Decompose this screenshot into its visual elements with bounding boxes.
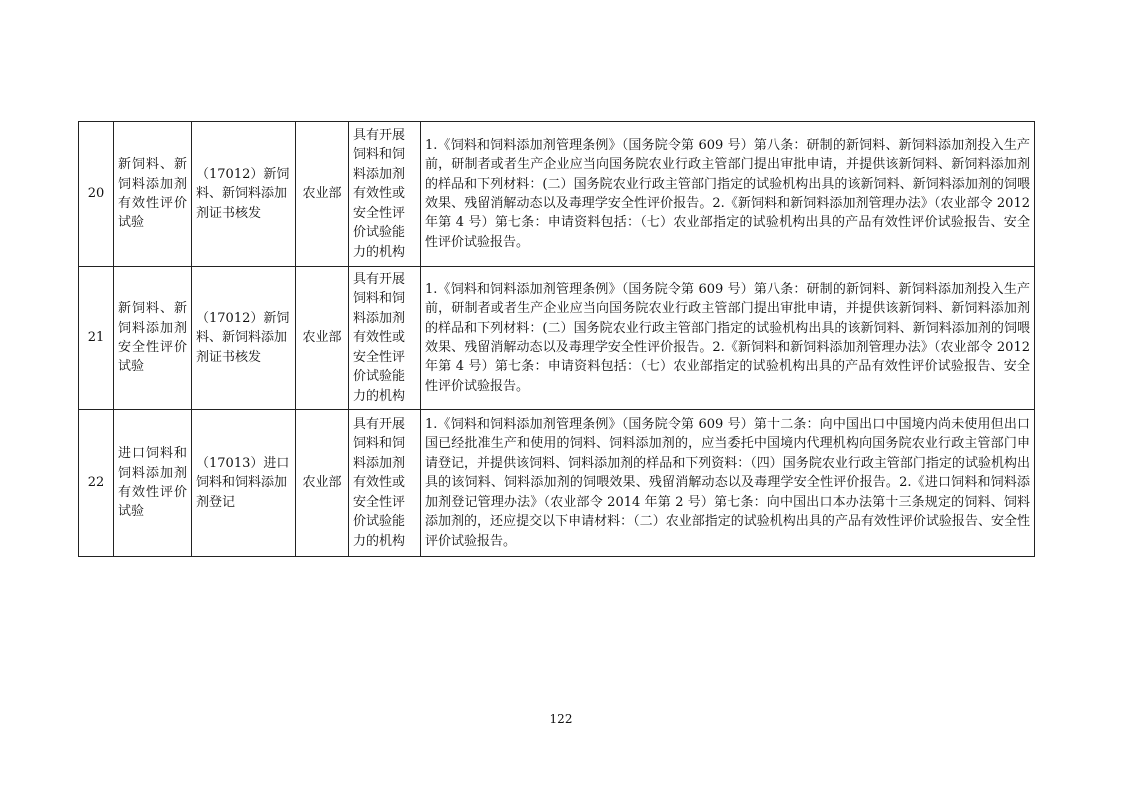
approval-item: （17012）新饲料、新饲料添加剂证书核发 — [192, 122, 296, 267]
table-row — [79, 122, 1035, 267]
row-number: 20 — [79, 122, 114, 267]
institution-condition: 具有开展饲料和饲料添加剂有效性或安全性评价试验能力的机构 — [349, 122, 421, 267]
institution-condition: 具有开展饲料和饲料添加剂有效性或安全性评价试验能力的机构 — [349, 267, 421, 410]
table-row — [79, 410, 1035, 557]
department: 农业部 — [296, 410, 349, 557]
department: 农业部 — [296, 267, 349, 410]
approval-item: （17013）进口饲料和饲料添加剂登记 — [192, 410, 296, 557]
test-item: 新饲料、新饲料添加剂有效性评价试验 — [114, 122, 192, 267]
test-item: 进口饲料和饲料添加剂有效性评价试验 — [114, 410, 192, 557]
legal-basis: 1.《饲料和饲料添加剂管理条例》（国务院令第 609 号）第八条：研制的新饲料、新饲料添加剂投入生产前，研制者或者生产企业应当向国务院农业行政主管部门提出审批申请，并提供该新饲料、新饲料添加剂的样品和下列材料：(二）国务院农业行政主管部门指定的试验机构出具的该新饲料、新饲料添加剂的饲喂效果、残留消解动态以及毒理学安全性评价报告。2.《新饲料和新饲料添加剂管理办法》（农业部令 2012 年第 4 号）第七条：申请资料包括：（七）农业部指定的试验机构出具的产品有效性评价试验报告、安全性评价试验报告。 — [421, 122, 1035, 267]
test-item: 新饲料、新饲料添加剂安全性评价试验 — [114, 267, 192, 410]
row-number: 21 — [79, 267, 114, 410]
institution-condition: 具有开展饲料和饲料添加剂有效性或安全性评价试验能力的机构 — [349, 410, 421, 557]
row-number: 22 — [79, 410, 114, 557]
legal-basis: 1.《饲料和饲料添加剂管理条例》（国务院令第 609 号）第十二条：向中国出口中国境内尚未使用但出口国已经批准生产和使用的饲料、饲料添加剂的，应当委托中国境内代理机构向国务院农业行政主管部门申请登记，并提供该饲料、饲料添加剂的样品和下列资料：（四）国务院农业行政主管部门指定的试验机构出具的该饲料、饲料添加剂的饲喂效果、残留消解动态以及毒理学安全性评价报告。2.《进口饲料和饲料添加剂登记管理办法》（农业部令 2014 年第 2 号）第七条：向中国出口本办法第十三条规定的饲料、饲料添加剂的，还应提交以下申请材料：（二）农业部指定的试验机构出具的产品有效性评价试验报告、安全性评价试验报告。 — [421, 410, 1035, 557]
table-row — [79, 267, 1035, 410]
legal-basis: 1.《饲料和饲料添加剂管理条例》（国务院令第 609 号）第八条：研制的新饲料、新饲料添加剂投入生产前，研制者或者生产企业应当向国务院农业行政主管部门提出审批申请，并提供该新饲料、新饲料添加剂的样品和下列材料：(二）国务院农业行政主管部门指定的试验机构出具的该新饲料、新饲料添加剂的饲喂效果、残留消解动态以及毒理学安全性评价报告。2.《新饲料和新饲料添加剂管理办法》（农业部令 2012 年第 4 号）第七条：申请资料包括：（七）农业部指定的试验机构出具的产品有效性评价试验报告、安全性评价试验报告。 — [421, 267, 1035, 410]
department: 农业部 — [296, 122, 349, 267]
approval-item: （17012）新饲料、新饲料添加剂证书核发 — [192, 267, 296, 410]
qualification-table — [78, 121, 1035, 557]
page-number: 122 — [549, 712, 573, 726]
